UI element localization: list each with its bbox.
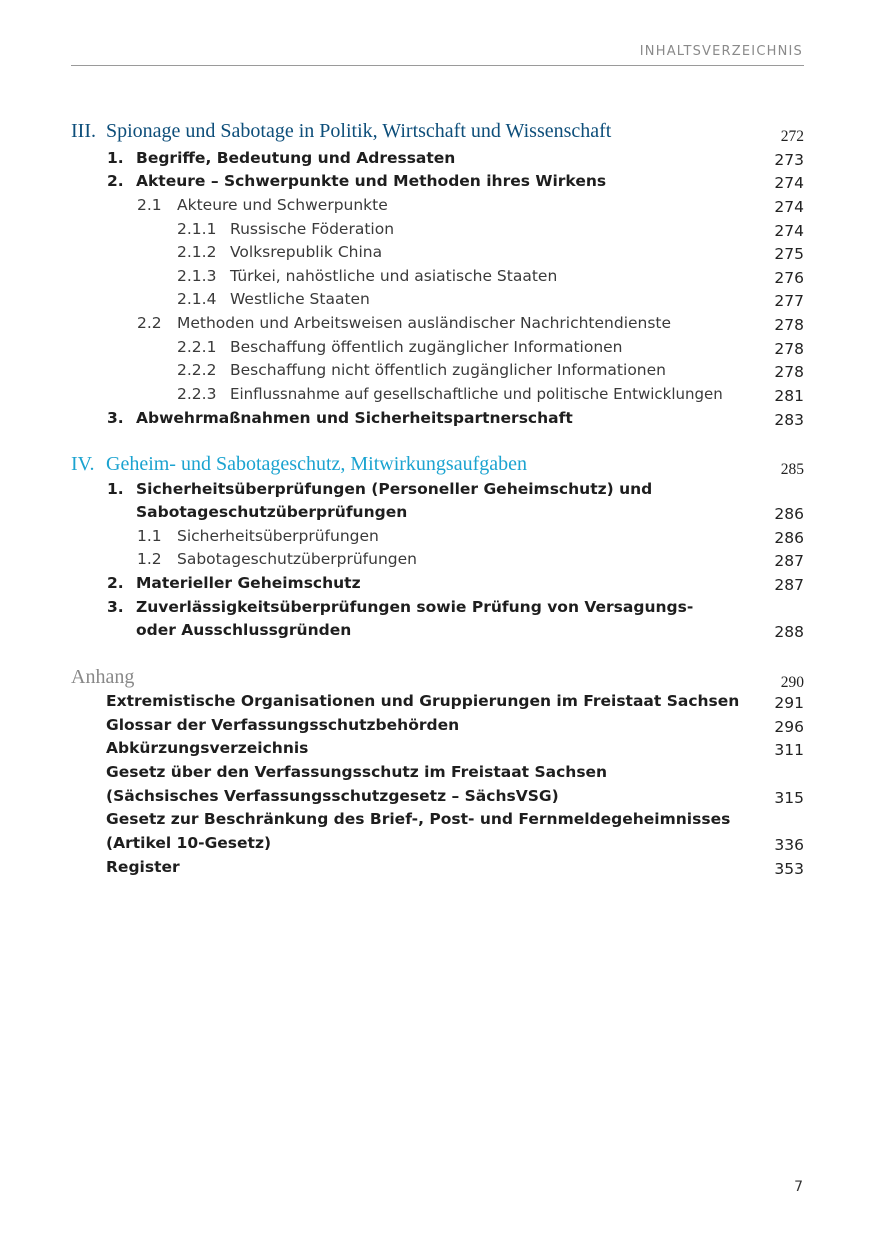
entry-number: 1. (107, 149, 124, 167)
page-ref: 286 (774, 529, 804, 547)
toc-appendix-2[interactable] (71, 716, 804, 736)
page-ref: 274 (774, 222, 804, 240)
toc-appendix-5-line1[interactable] (71, 810, 804, 830)
toc-entry-iii-2[interactable] (71, 172, 804, 192)
entry-number: 2.1.1 (177, 220, 217, 238)
entry-number: 1. (107, 480, 124, 498)
entry-title: Sabotageschutzüberprüfungen (177, 550, 417, 568)
entry-title: Türkei, nahöstliche und asiatische Staaten (230, 267, 558, 285)
page-ref: 278 (774, 316, 804, 334)
toc-entry-iv-1-line2[interactable] (71, 503, 804, 523)
page-ref: 286 (774, 505, 804, 523)
page-ref: 336 (774, 836, 804, 854)
toc-entry-iv-1-line1[interactable] (71, 480, 804, 500)
toc-entry-iv-2[interactable] (71, 574, 804, 594)
toc-section-iv[interactable] (71, 453, 804, 479)
section-title: Anhang (71, 666, 135, 688)
page-ref: 296 (774, 718, 804, 736)
page-ref: 276 (774, 269, 804, 287)
page-ref: 278 (774, 340, 804, 358)
entry-title: Gesetz zur Beschränkung des Brief-, Post- und Fernmeldegeheimnisses (106, 810, 731, 828)
page-ref: 272 (780, 128, 804, 145)
page-ref: 311 (774, 741, 804, 759)
entry-number: 2.1.2 (177, 243, 217, 261)
entry-number: 2.1.3 (177, 267, 217, 285)
page-ref: 315 (774, 789, 804, 807)
page-ref: 278 (774, 363, 804, 381)
toc-entry-iv-1-1[interactable] (71, 527, 804, 547)
toc-section-iii[interactable] (71, 120, 804, 146)
entry-title: Zuverlässigkeitsüberprüfungen sowie Prüfung von Versagungs- (136, 598, 694, 616)
toc-entry-iii-2-1-4[interactable] (71, 290, 804, 310)
toc-appendix-3[interactable] (71, 739, 804, 759)
toc-entry-iii-2-2[interactable] (71, 314, 804, 334)
entry-title: Russische Föderation (230, 220, 395, 238)
toc-entry-iii-2-2-1[interactable] (71, 338, 804, 358)
toc-appendix-4-line2[interactable] (71, 787, 804, 807)
page-ref: 285 (780, 461, 804, 478)
page-ref: 275 (774, 245, 804, 263)
entry-number: 2.2.2 (177, 361, 217, 379)
entry-title: Register (106, 858, 180, 876)
section-number: IV. (71, 453, 95, 475)
page-ref: 291 (774, 694, 804, 712)
entry-title-continued: (Sächsisches Verfassungsschutzgesetz – SächsVSG) (106, 787, 559, 805)
page-ref: 273 (774, 151, 804, 169)
entry-title: Einflussnahme auf gesellschaftliche und politische Entwicklungen (230, 385, 723, 403)
page-ref: 287 (774, 552, 804, 570)
entry-title-continued: Sabotageschutzüberprüfungen (136, 503, 408, 521)
entry-number: 2.1.4 (177, 290, 217, 308)
entry-title: Akteure – Schwerpunkte und Methoden ihres Wirkens (136, 172, 607, 190)
entry-title: Sicherheitsüberprüfungen (Personeller Geheimschutz) und (136, 480, 653, 498)
entry-title: Beschaffung nicht öffentlich zugänglicher Informationen (230, 361, 666, 379)
entry-title: Abkürzungsverzeichnis (106, 739, 309, 757)
entry-title: Abwehrmaßnahmen und Sicherheitspartnerschaft (136, 409, 573, 427)
entry-number: 2. (107, 574, 124, 592)
toc-entry-iv-3-line1[interactable] (71, 598, 804, 618)
toc-appendix-6[interactable] (71, 858, 804, 878)
section-title: Geheim- und Sabotageschutz, Mitwirkungsaufgaben (106, 453, 528, 475)
page-ref: 277 (774, 292, 804, 310)
entry-number: 3. (107, 598, 124, 616)
entry-title: Begriffe, Bedeutung und Adressaten (136, 149, 456, 167)
page-number: 7 (794, 1179, 803, 1195)
toc-appendix-4-line1[interactable] (71, 763, 804, 783)
entry-number: 2. (107, 172, 124, 190)
toc-entry-iv-1-2[interactable] (71, 550, 804, 570)
section-number: III. (71, 120, 96, 142)
entry-title: Sicherheitsüberprüfungen (177, 527, 379, 545)
section-title: Spionage und Sabotage in Politik, Wirtschaft und Wissenschaft (106, 120, 612, 142)
entry-number: 3. (107, 409, 124, 427)
toc-appendix-5-line2[interactable] (71, 834, 804, 854)
entry-title-continued: oder Ausschlussgründen (136, 621, 352, 639)
page-ref: 288 (774, 623, 804, 641)
entry-number: 1.2 (137, 550, 162, 568)
entry-number: 2.2.1 (177, 338, 217, 356)
entry-title: Volksrepublik China (230, 243, 383, 261)
page-ref: 283 (774, 411, 804, 429)
toc-entry-iii-2-2-3[interactable] (71, 385, 804, 405)
toc-entry-iii-1[interactable] (71, 149, 804, 169)
toc-section-anhang[interactable] (71, 666, 804, 692)
toc-entry-iii-3[interactable] (71, 409, 804, 429)
toc-appendix-1[interactable] (71, 692, 804, 712)
entry-title: Extremistische Organisationen und Gruppierungen im Freistaat Sachsen (106, 692, 740, 710)
entry-title: Gesetz über den Verfassungsschutz im Freistaat Sachsen (106, 763, 608, 781)
page-ref: 274 (774, 198, 804, 216)
entry-number: 1.1 (137, 527, 162, 545)
toc-entry-iii-2-1-2[interactable] (71, 243, 804, 263)
entry-number: 2.1 (137, 196, 162, 214)
page-ref: 274 (774, 174, 804, 192)
entry-title: Beschaffung öffentlich zugänglicher Informationen (230, 338, 623, 356)
entry-number: 2.2.3 (177, 385, 217, 403)
running-header: INHALTSVERZEICHNIS (639, 44, 803, 59)
page-ref: 353 (774, 860, 804, 878)
toc-entry-iii-2-1-3[interactable] (71, 267, 804, 287)
page-ref: 281 (774, 387, 804, 405)
toc-entry-iii-2-2-2[interactable] (71, 361, 804, 381)
entry-title: Glossar der Verfassungsschutzbehörden (106, 716, 460, 734)
entry-title-continued: (Artikel 10-Gesetz) (106, 834, 272, 852)
toc-entry-iii-2-1[interactable] (71, 196, 804, 216)
header-rule (71, 65, 804, 66)
entry-title: Methoden und Arbeitsweisen ausländischer Nachrichtendienste (177, 314, 672, 332)
page-ref: 287 (774, 576, 804, 594)
toc-entry-iv-3-line2[interactable] (71, 621, 804, 641)
entry-number: 2.2 (137, 314, 162, 332)
entry-title: Westliche Staaten (230, 290, 370, 308)
toc-entry-iii-2-1-1[interactable] (71, 220, 804, 240)
entry-title: Akteure und Schwerpunkte (177, 196, 388, 214)
page-ref: 290 (780, 674, 804, 691)
entry-title: Materieller Geheimschutz (136, 574, 361, 592)
